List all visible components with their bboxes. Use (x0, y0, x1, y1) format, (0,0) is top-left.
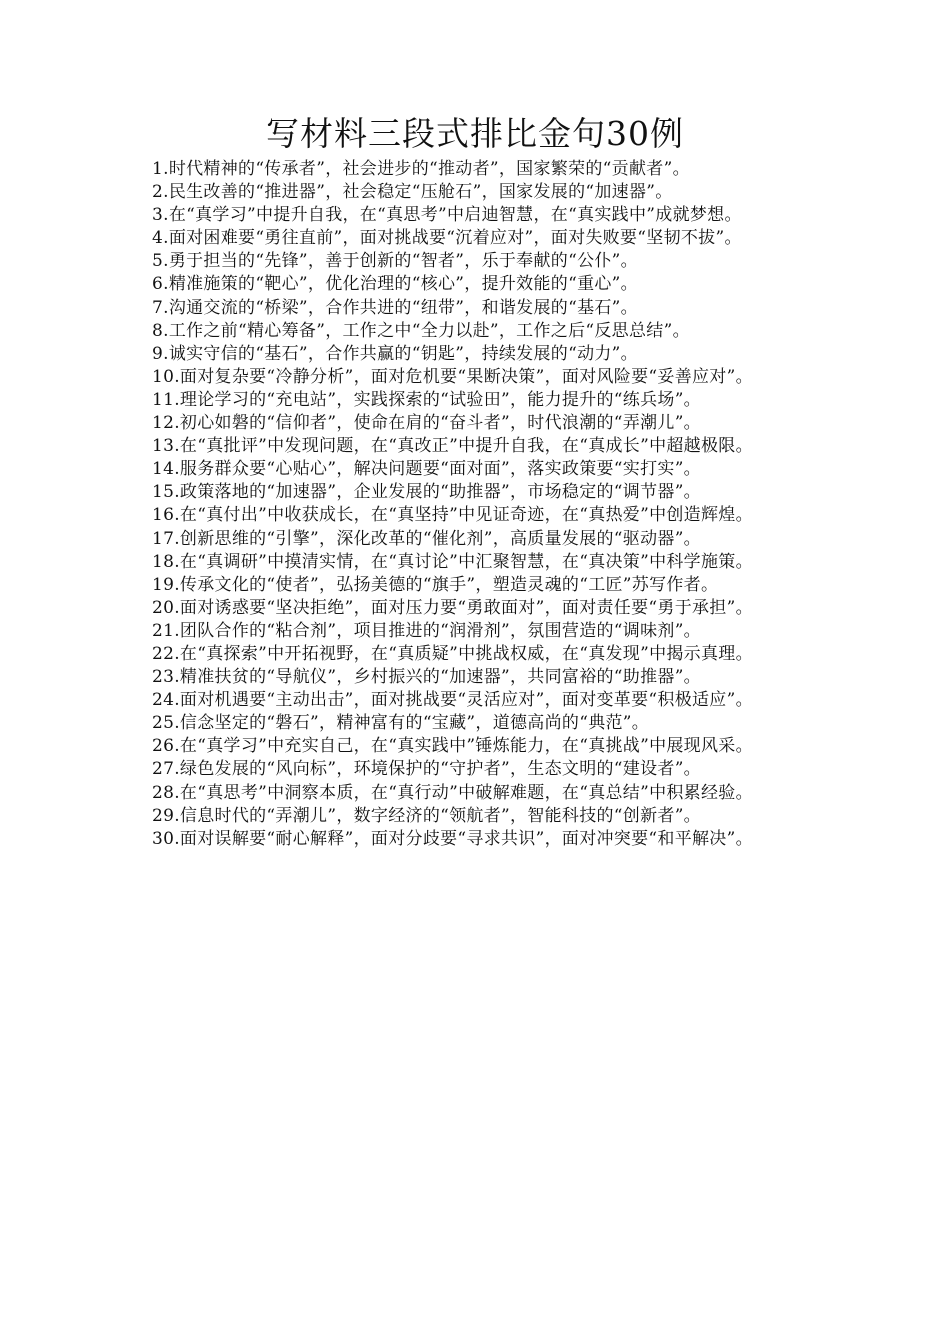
list-item: 18.在“真调研”中摸清实情，在“真讨论”中汇聚智慧，在“真决策”中科学施策。 (152, 551, 753, 572)
document-title: 写材料三段式排比金句30例 (266, 114, 684, 153)
list-item: 10.面对复杂要“冷静分析”，面对危机要“果断决策”，面对风险要“妥善应对”。 (152, 366, 753, 387)
list-item: 13.在“真批评”中发现问题，在“真改正”中提升自我，在“真成长”中超越极限。 (152, 436, 753, 457)
list-item: 28.在“真思考”中洞察本质，在“真行动”中破解难题，在“真总结”中积累经验。 (152, 782, 753, 803)
list-item: 7.沟通交流的“桥梁”，合作共进的“纽带”，和谐发展的“基石”。 (152, 297, 638, 318)
list-item: 22.在“真探索”中开拓视野，在“真质疑”中挑战权威，在“真发现”中揭示真理。 (152, 643, 753, 664)
list-item: 5.勇于担当的“先锋”，善于创新的“智者”，乐于奉献的“公仆”。 (152, 251, 638, 272)
list-item: 12.初心如磐的“信仰者”，使命在肩的“奋斗者”，时代浪潮的“弄潮儿”。 (152, 413, 701, 434)
list-item: 8.工作之前“精心筹备”，工作之中“全力以赴”，工作之后“反思总结”。 (152, 320, 690, 341)
list-item: 24.面对机遇要“主动出击”，面对挑战要“灵活应对”，面对变革要“积极适应”。 (152, 690, 753, 711)
list-item: 14.服务群众要“心贴心”，解决问题要“面对面”，落实政策要“实打实”。 (152, 459, 701, 480)
list-item: 30.面对误解要“耐心解释”，面对分歧要“寻求共识”，面对冲突要“和平解决”。 (152, 828, 753, 849)
list-item: 21.团队合作的“粘合剂”，项目推进的“润滑剂”，氛围营造的“调味剂”。 (152, 620, 701, 641)
list-item: 20.面对诱惑要“坚决拒绝”，面对压力要“勇敢面对”，面对责任要“勇于承担”。 (152, 597, 753, 618)
list-item: 2.民生改善的“推进器”，社会稳定“压舱石”，国家发展的“加速器”。 (152, 182, 673, 203)
list-item: 1.时代精神的“传承者”，社会进步的“推动者”，国家繁荣的“贡献者”。 (152, 159, 690, 179)
list-item: 15.政策落地的“加速器”，企业发展的“助推器”，市场稳定的“调节器”。 (152, 482, 701, 503)
list-item: 25.信念坚定的“磐石”，精神富有的“宝藏”，道德高尚的“典范”。 (152, 713, 650, 734)
list-item: 19.传承文化的“使者”，弘扬美德的“旗手”，塑造灵魂的“工匠”苏写作者。 (152, 574, 719, 595)
list-item: 4.面对困难要“勇往直前”，面对挑战要“沉着应对”，面对失败要“坚韧不拔”。 (152, 228, 742, 249)
list-item: 27.绿色发展的“风向标”，环境保护的“守护者”，生态文明的“建设者”。 (152, 759, 701, 780)
list-item: 17.创新思维的“引擎”，深化改革的“催化剂”，高质量发展的“驱动器”。 (152, 528, 701, 549)
list-item: 23.精准扶贫的“导航仪”，乡村振兴的“加速器”，共同富裕的“助推器”。 (152, 667, 701, 688)
list-item: 16.在“真付出”中收获成长，在“真坚持”中见证奇迹，在“真热爱”中创造辉煌。 (152, 505, 753, 526)
list-item: 6.精准施策的“靶心”，优化治理的“核心”，提升效能的“重心”。 (152, 274, 638, 295)
sentence-list (116, 158, 836, 851)
list-item: 9.诚实守信的“基石”，合作共赢的“钥匙”，持续发展的“动力”。 (152, 343, 638, 364)
list-item: 11.理论学习的“充电站”，实践探索的“试验田”，能力提升的“练兵场”。 (152, 389, 701, 410)
list-item: 26.在“真学习”中充实自己，在“真实践中”锤炼能力，在“真挑战”中展现风采。 (152, 736, 753, 757)
list-item: 29.信息时代的“弄潮儿”，数字经济的“领航者”，智能科技的“创新者”。 (152, 805, 701, 826)
list-item: 3.在“真学习”中提升自我，在“真思考”中启迪智慧，在“真实践中”成就梦想。 (152, 205, 742, 226)
